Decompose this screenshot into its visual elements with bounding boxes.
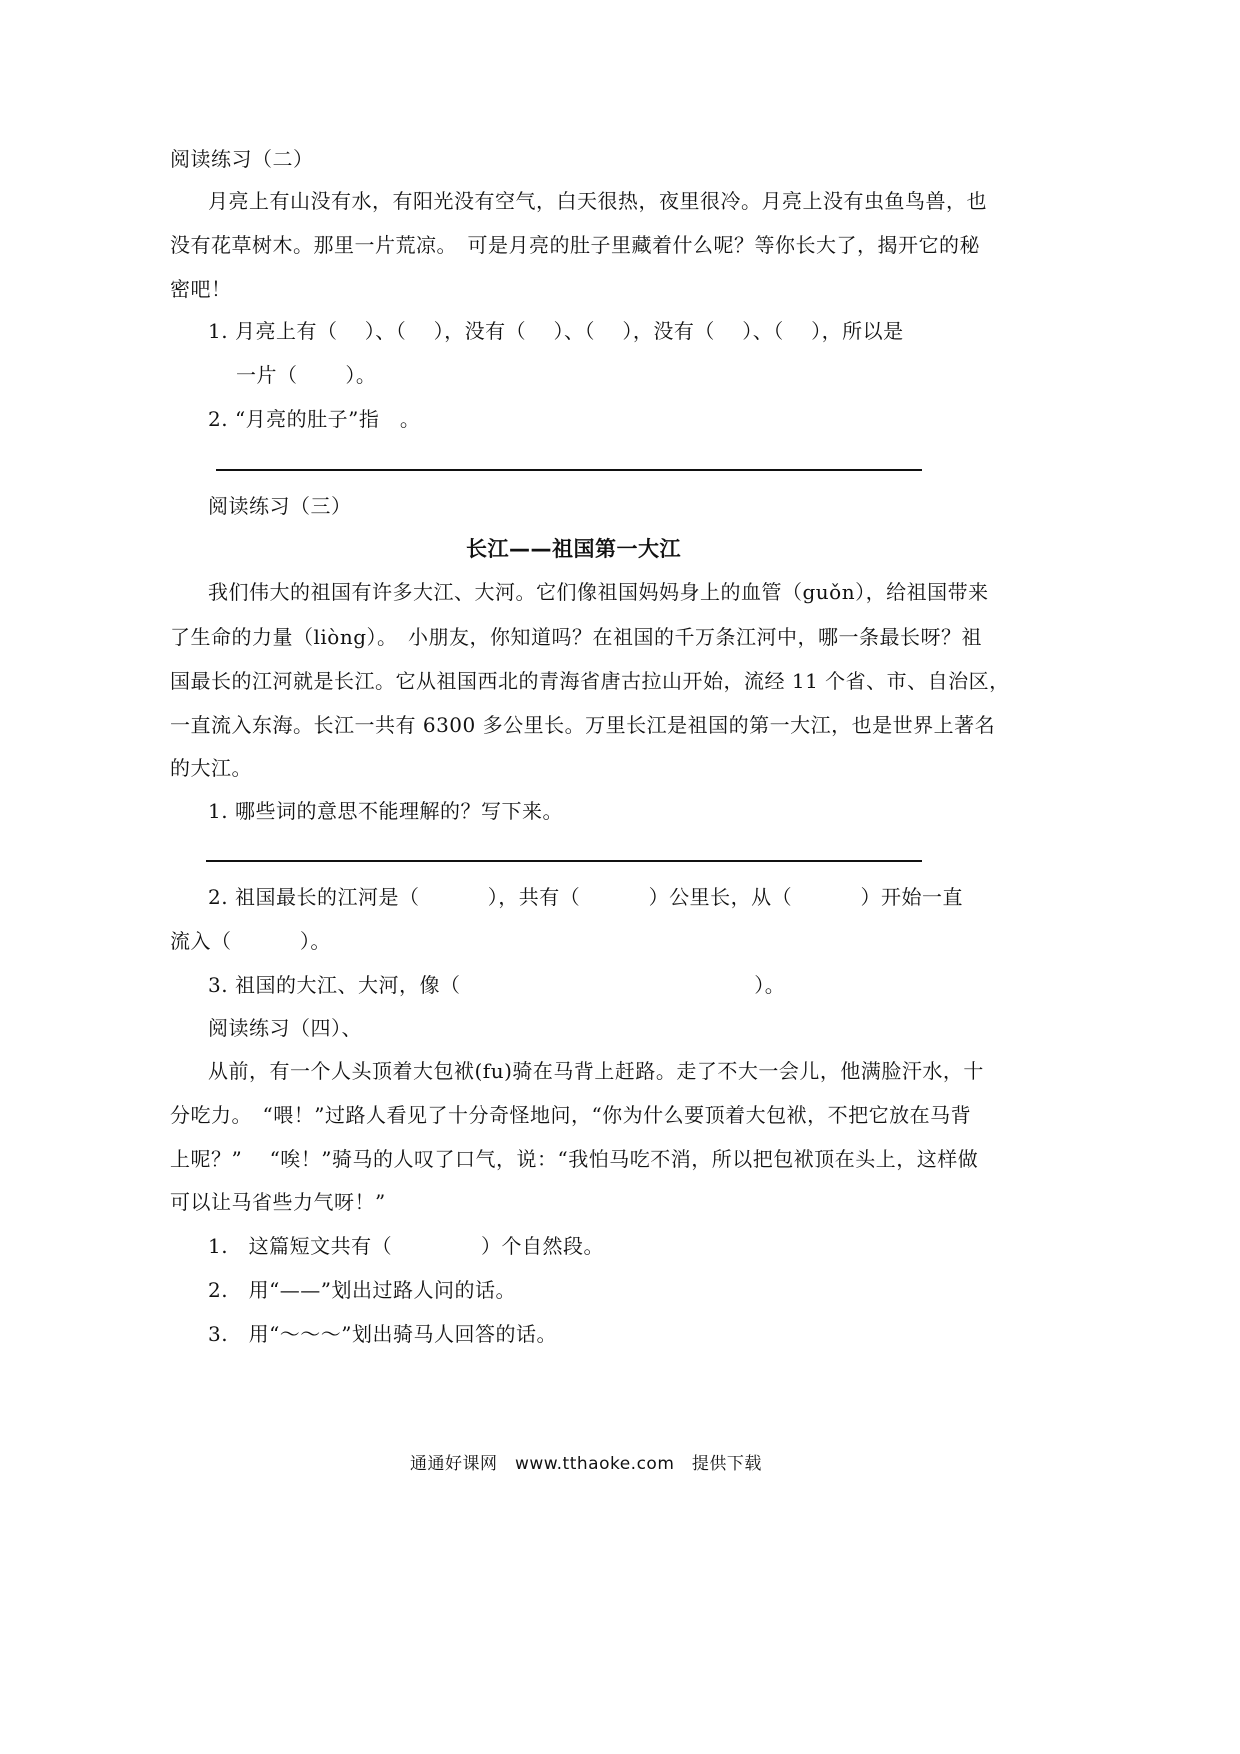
exercise2-question-2: 2. “月亮的肚子”指 。 [208, 407, 421, 431]
exercise2-passage-line-3: 密吧！ [170, 277, 232, 301]
exercise4-heading: 阅读练习（四）、 [208, 1016, 362, 1040]
exercise3-heading: 阅读练习（三） [208, 494, 352, 518]
exercise2-passage-line-2: 没有花草树木。那里一片荒凉。 可是月亮的肚子里藏着什么呢？等你长大了，揭开它的秘 [170, 233, 980, 257]
exercise2-passage-line-1: 月亮上有山没有水，有阳光没有空气，白天很热，夜里很冷。月亮上没有虫鱼鸟兽，也 [208, 189, 987, 213]
exercise2-question-1: 1. 月亮上有（ ）、（ ），没有（ ）、（ ），没有（ ）、（ ），所以是 [208, 319, 904, 343]
exercise3-question-2-cont: 流入（ ）。 [170, 929, 331, 953]
exercise3-question-3: 3. 祖国的大江、大河，像（ ）。 [208, 973, 786, 997]
exercise4-question-3: 3. 用“～～～”划出骑马人回答的话。 [208, 1322, 558, 1346]
exercise4-passage-line-2: 分吃力。 “喂！”过路人看见了十分奇怪地问，“你为什么要顶着大包袱，不把它放在马背 [170, 1103, 972, 1127]
exercise4-passage-line-1: 从前，有一个人头顶着大包袱(fu)骑在马背上赶路。走了不大一会儿，他满脸汗水，十 [208, 1059, 984, 1083]
exercise3-passage-line-2: 了生命的力量（liòng）。 小朋友，你知道吗？在祖国的千万条江河中，哪一条最长呀？祖 [170, 625, 983, 649]
exercise4-question-2: 2. 用“——”划出过路人问的话。 [208, 1278, 517, 1302]
page-footer: 通通好课网 www.tthaoke.com 提供下载 [410, 1454, 762, 1474]
exercise3-passage-line-3: 国最长的江河就是长江。它从祖国西北的青海省唐古拉山开始，流经 11 个省、市、自治区， [170, 669, 1010, 693]
exercise4-passage-line-3: 上呢？” “唉！”骑马的人叹了口气，说：“我怕马吃不消，所以把包袱顶在头上，这样做 [170, 1147, 979, 1171]
exercise3-title: 长江——祖国第一大江 [466, 537, 681, 561]
exercise3-passage-line-4: 一直流入东海。长江一共有 6300 多公里长。万里长江是祖国的第一大江，也是世界上著名 [170, 713, 996, 737]
exercise3-passage-line-5: 的大江。 [170, 756, 252, 780]
separator-line [216, 469, 922, 471]
exercise2-heading: 阅读练习（二） [170, 147, 314, 171]
exercise4-question-1: 1. 这篇短文共有（ ）个自然段。 [208, 1234, 604, 1258]
exercise3-question-2: 2. 祖国最长的江河是（ ），共有（ ）公里长，从（ ）开始一直 [208, 885, 964, 909]
exercise3-question-1: 1. 哪些词的意思不能理解的？写下来。 [208, 799, 563, 823]
exercise2-question-1-cont: 一片（ ）。 [236, 363, 377, 387]
answer-line [206, 860, 922, 862]
exercise4-passage-line-4: 可以让马省些力气呀！” [170, 1190, 386, 1214]
exercise3-passage-line-1: 我们伟大的祖国有许多大江、大河。它们像祖国妈妈身上的血管（guǒn），给祖国带来 [208, 580, 989, 604]
